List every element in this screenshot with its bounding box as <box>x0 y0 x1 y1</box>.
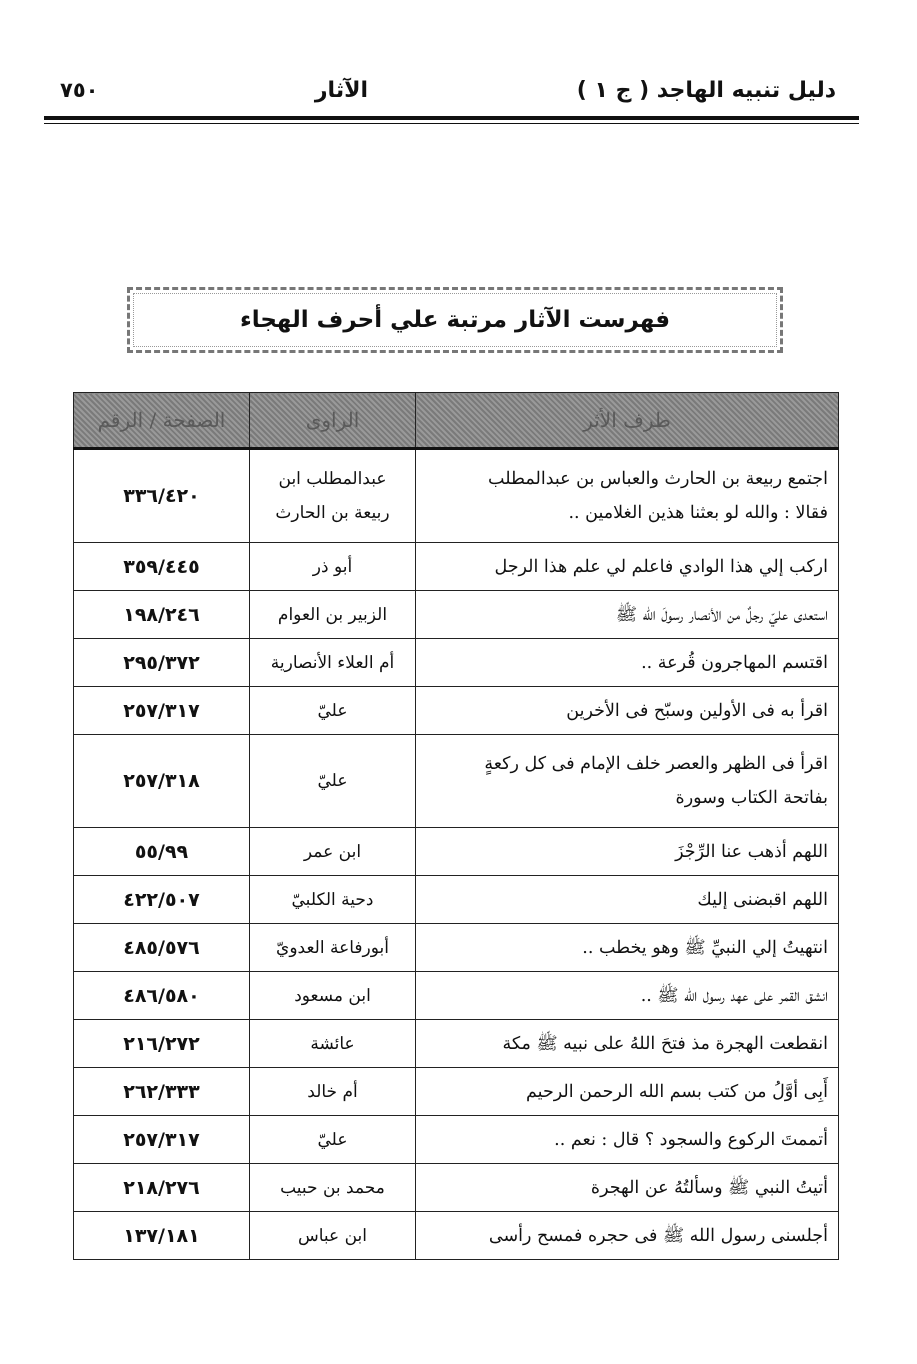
page-number: ٧٥٠ <box>60 78 99 102</box>
athar-text-line: أجلسنى رسول الله ﷺ فى حجره فمسح رأسى <box>488 1225 828 1246</box>
athar-text-line: فقالا : والله لو بعثنا هذين الغلامين .. <box>568 503 828 523</box>
narrator-cell <box>250 924 416 972</box>
athar-text-cell <box>416 591 839 639</box>
athar-text-line: اقرأ فى الظهر والعصر خلف الإمام فى كل ركعةٍ <box>484 754 828 774</box>
narrator-line: عليّ <box>317 771 348 791</box>
athar-text-cell <box>416 876 839 924</box>
reference-cell: ٢٩٥/٣٧٢ <box>74 639 250 687</box>
section-title: الآثار <box>314 78 368 103</box>
table-row <box>74 828 839 876</box>
athar-text-line: أتيتُ النبي ﷺ وسألتُهُ عن الهجرة <box>590 1177 828 1198</box>
narrator-cell <box>250 972 416 1020</box>
narrator-cell <box>250 591 416 639</box>
page-header <box>48 72 858 112</box>
column-header-narrator: الراوى <box>250 393 416 449</box>
reference-cell: ٥٥/٩٩ <box>74 828 250 876</box>
athar-text-line: بفاتحة الكتاب وسورة <box>675 788 828 808</box>
athar-text-cell <box>416 1116 839 1164</box>
header-rule-thin <box>44 123 859 124</box>
narrator-line: عائشة <box>310 1033 355 1054</box>
narrator-line: دحية الكلبيّ <box>291 889 374 910</box>
table-row <box>74 735 839 828</box>
narrator-cell <box>250 639 416 687</box>
table-row <box>74 876 839 924</box>
reference-cell: ٤٨٥/٥٧٦ <box>74 924 250 972</box>
narrator-line: عليّ <box>317 700 348 721</box>
athar-text-line: أَبِى أوَّلُ من كتب بسم الله الرحمن الرحيم <box>526 1081 828 1102</box>
reference-cell: ٢١٦/٢٧٢ <box>74 1020 250 1068</box>
narrator-line: الزبير بن العوام <box>277 604 388 625</box>
index-title-box <box>127 287 783 353</box>
narrator-line: ابن عباس <box>297 1225 367 1246</box>
narrator-cell <box>250 449 416 543</box>
athar-text-cell <box>416 687 839 735</box>
athar-text-line: انقطعت الهجرة مذ فتحَ اللهُ على نبيه ﷺ مكة <box>502 1033 828 1054</box>
reference-cell: ٤٨٦/٥٨٠ <box>74 972 250 1020</box>
athar-text-line: اركب إلي هذا الوادي فاعلم لي علم هذا الرجل <box>494 556 828 577</box>
narrator-line: أبورفاعة العدويّ <box>276 937 389 958</box>
reference-cell: ١٩٨/٢٤٦ <box>74 591 250 639</box>
narrator-line: محمد بن حبيب <box>280 1177 385 1198</box>
table-row <box>74 1212 839 1260</box>
athar-text-line: اللهم أذهب عنا الرِّجْزَ <box>675 841 828 862</box>
athar-text-cell <box>416 1020 839 1068</box>
athar-text-line: أتممتَ الركوع والسجود ؟ قال : نعم .. <box>554 1129 828 1150</box>
reference-cell: ٢١٨/٢٧٦ <box>74 1164 250 1212</box>
narrator-line: عليّ <box>317 1129 348 1150</box>
athar-text-cell <box>416 543 839 591</box>
narrator-line: ابن مسعود <box>294 985 371 1006</box>
reference-cell: ٤٢٢/٥٠٧ <box>74 876 250 924</box>
reference-cell: ٣٣٦/٤٢٠ <box>74 449 250 543</box>
table-row <box>74 543 839 591</box>
narrator-line: ابن عمر <box>303 841 362 862</box>
athar-text-cell <box>416 828 839 876</box>
table-row <box>74 924 839 972</box>
table-header-row <box>74 393 839 449</box>
reference-cell: ٣٥٩/٤٤٥ <box>74 543 250 591</box>
header-rule-thick <box>44 116 859 120</box>
athar-text-line: انتهيتُ إلي النبيِّ ﷺ وهو يخطب .. <box>582 937 828 958</box>
athar-text-cell <box>416 735 839 828</box>
reference-cell: ١٣٧/١٨١ <box>74 1212 250 1260</box>
narrator-cell <box>250 1164 416 1212</box>
athar-index-table <box>73 392 839 1260</box>
table-row <box>74 1068 839 1116</box>
narrator-cell <box>250 828 416 876</box>
reference-cell: ٢٥٧/٣١٨ <box>74 735 250 828</box>
table-row <box>74 591 839 639</box>
reference-cell: ٢٦٢/٣٣٣ <box>74 1068 250 1116</box>
table-row <box>74 1020 839 1068</box>
athar-text-cell <box>416 639 839 687</box>
narrator-line: ربيعة بن الحارث <box>275 503 390 523</box>
athar-text-cell <box>416 1068 839 1116</box>
narrator-cell <box>250 735 416 828</box>
narrator-line: عبدالمطلب ابن <box>278 469 387 489</box>
athar-text-line: اجتمع ربيعة بن الحارث والعباس بن عبدالمطلب <box>488 469 828 489</box>
table-row <box>74 972 839 1020</box>
athar-text-line: انشق القمر على عهد رسول الله ﷺ .. <box>640 985 828 1006</box>
table-body <box>74 449 839 1260</box>
index-title: فهرست الآثار مرتبة علي أحرف الهجاء <box>239 307 671 333</box>
reference-cell: ٢٥٧/٣١٧ <box>74 687 250 735</box>
narrator-cell <box>250 687 416 735</box>
narrator-cell <box>250 543 416 591</box>
athar-text-line: استعدى عليّ رجلٌ من الأنصار رسولَ الله ﷺ <box>615 604 828 625</box>
athar-text-cell <box>416 924 839 972</box>
table-row <box>74 1116 839 1164</box>
table-row <box>74 687 839 735</box>
narrator-cell <box>250 1020 416 1068</box>
athar-text-line: اللهم اقبضنى إليك <box>697 889 828 910</box>
narrator-line: أبو ذر <box>312 556 353 577</box>
narrator-cell <box>250 1116 416 1164</box>
table-row <box>74 639 839 687</box>
athar-text-cell <box>416 1212 839 1260</box>
column-header-text: طرف الأثر <box>416 393 839 449</box>
column-header-reference: الصفحة / الرقم <box>74 393 250 449</box>
athar-text-cell <box>416 1164 839 1212</box>
athar-text-cell <box>416 972 839 1020</box>
narrator-line: أم العلاء الأنصارية <box>270 652 395 673</box>
athar-text-line: اقتسم المهاجرون قُرعة .. <box>641 652 828 673</box>
book-title: دليل تنبيه الهاجد ( ج ١ ) <box>576 78 836 103</box>
table-row <box>74 1164 839 1212</box>
reference-cell: ٢٥٧/٣١٧ <box>74 1116 250 1164</box>
narrator-cell <box>250 1212 416 1260</box>
narrator-line: أم خالد <box>307 1081 358 1102</box>
narrator-cell <box>250 1068 416 1116</box>
athar-text-cell <box>416 449 839 543</box>
narrator-cell <box>250 876 416 924</box>
table-row <box>74 449 839 543</box>
athar-text-line: اقرأ به فى الأولين وسبّح فى الأخرين <box>566 700 828 721</box>
